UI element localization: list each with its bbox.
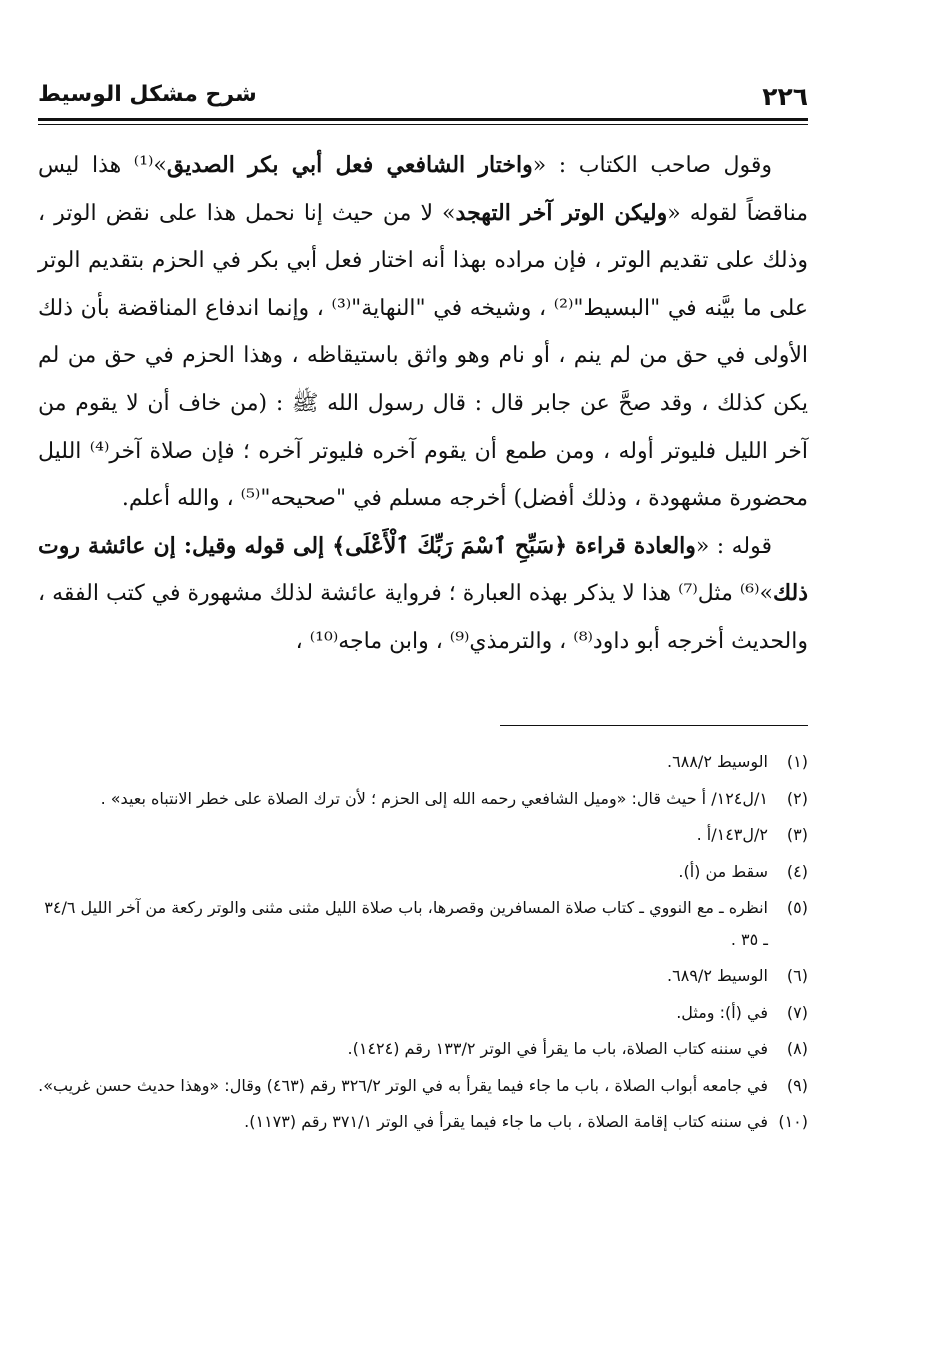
footnote (38, 1070, 808, 1102)
footnote-text: في (أ): ومثل. (676, 1002, 768, 1022)
footnote (38, 856, 808, 888)
footnote-separator (500, 725, 808, 726)
footnote-number: (٧) (786, 1002, 808, 1022)
header-rule-thick (38, 118, 808, 121)
footnote-number: (٤) (786, 861, 808, 881)
p1-text-3: » لا من حيث إنا نحمل هذا على نقض الوتر ، وذلك على تقديم الوتر ، فإن مراده بهذا أنه اختار فعل أبي بكر في الحزم بتقديم الوتر على ما بيَّنه في "البسيط"⁽²⁾ ، وشيخه في "النهاية"⁽³⁾ ، وإنما اندفاع المناقضة بأن ذلك الأولى في حق من لم ينم ، أو نام وهو واثق باستيقاظه ، وهذا الحزم في حق من لم يكن كذلك ، وقد صحَّ عن جابر قال : قال رسول الله ﷺ : (من خاف أن لا يقوم من آخر الليل فليوتر أوله ، ومن طمع أن يقوم آخره فليوتر آخره ؛ فإن صلاة آخر⁽⁴⁾ الليل محضورة مشهودة ، وذلك أفضل) أخرجه مسلم في "صحيحه"⁽⁵⁾ ، والله أعلم. (38, 200, 808, 512)
footnote-text: في جامعه أبواب الصلاة ، باب ما جاء فيما يقرأ به في الوتر ٣٢٦/٢ رقم (٤٦٣) وقال: «وهذا حديث حسن غريب». (38, 1075, 768, 1095)
footnote-text: انظره ـ مع النووي ـ كتاب صلاة المسافرين وقصرها، باب صلاة الليل مثنى مثنى والوتر ركعة من آخر الليل ٣٤/٦ ـ ٣٥ . (44, 898, 768, 949)
footnote (38, 783, 808, 815)
p1-bold-quote-2: وليكن الوتر آخر التهجد (455, 199, 668, 226)
footnote-number: (٥) (786, 898, 808, 917)
page-header (38, 70, 808, 116)
footnote-text: الوسيط ٦٨٨/٢. (667, 752, 768, 771)
page-number: ٢٢٦ (762, 82, 808, 111)
footnote-text: ٢/ل١٤٣/أ . (696, 825, 768, 844)
book-page (38, 70, 808, 1350)
footnote-number: (١٠) (778, 1112, 808, 1131)
footnote-text: ١/ل١٢٤/ أ حيث قال: «وميل الشافعي رحمه الله إلى الحزم ؛ لأن ترك الصلاة على خطر الانتباه بعيد» . (100, 788, 768, 808)
running-title: شرح مشكل الوسيط (38, 82, 257, 107)
paragraph-1 (38, 142, 808, 523)
footnote-number: (٩) (786, 1075, 808, 1095)
p2-text-2: »⁽⁶⁾ مثل⁽⁷⁾ هذا لا يذكر بهذه العبارة ؛ فرواية عائشة لذلك مشهورة في كتب الفقه ، والحديث أخرجه أبو داود⁽⁸⁾ ، والترمذي⁽⁹⁾ ، وابن ماجه⁽¹⁰⁾ ، (38, 581, 808, 654)
footnote-text: الوسيط ٦٨٩/٢. (667, 966, 768, 985)
footnote (38, 746, 808, 778)
footnote-number: (٨) (786, 1039, 808, 1058)
footnote-text: في سننه كتاب الصلاة، باب ما يقرأ في الوتر ١٣٣/٢ رقم (١٤٢٤). (347, 1039, 768, 1058)
footnote-number: (٢) (786, 788, 808, 808)
header-rule-thin (38, 124, 808, 125)
paragraph-2 (38, 523, 808, 666)
footnote-number: (٣) (786, 825, 808, 844)
footnote-number: (١) (786, 752, 808, 771)
footnote (38, 997, 808, 1029)
footnote (38, 1106, 808, 1138)
p1-text-1: وقول صاحب الكتاب : « (532, 153, 772, 178)
p2-text-1: قوله : « (695, 533, 772, 559)
footnote (38, 892, 808, 955)
p2-bold-quote-1: والعادة قراءة ﴿سَبِّحِ ٱسْمَ رَبِّكَ ٱلْأَعْلَى﴾ إلى قوله وقيل: إن عائشة روت ذلك (38, 532, 808, 607)
p1-bold-quote-1: واختار الشافعي فعل أبي بكر الصديق (166, 152, 533, 178)
main-text (38, 142, 808, 666)
footnote-text: في سننه كتاب إقامة الصلاة ، باب ما جاء فيما يقرأ في الوتر ٣٧١/١ رقم (١١٧٣). (244, 1112, 768, 1131)
footnotes (38, 746, 808, 1143)
footnote (38, 819, 808, 851)
footnote (38, 960, 808, 992)
footnote-text: سقط من (أ). (678, 861, 768, 881)
footnote (38, 1033, 808, 1065)
p1-text-2: »⁽¹⁾ هذا ليس مناقضاً لقوله « (38, 153, 808, 226)
footnote-number: (٦) (786, 966, 808, 985)
